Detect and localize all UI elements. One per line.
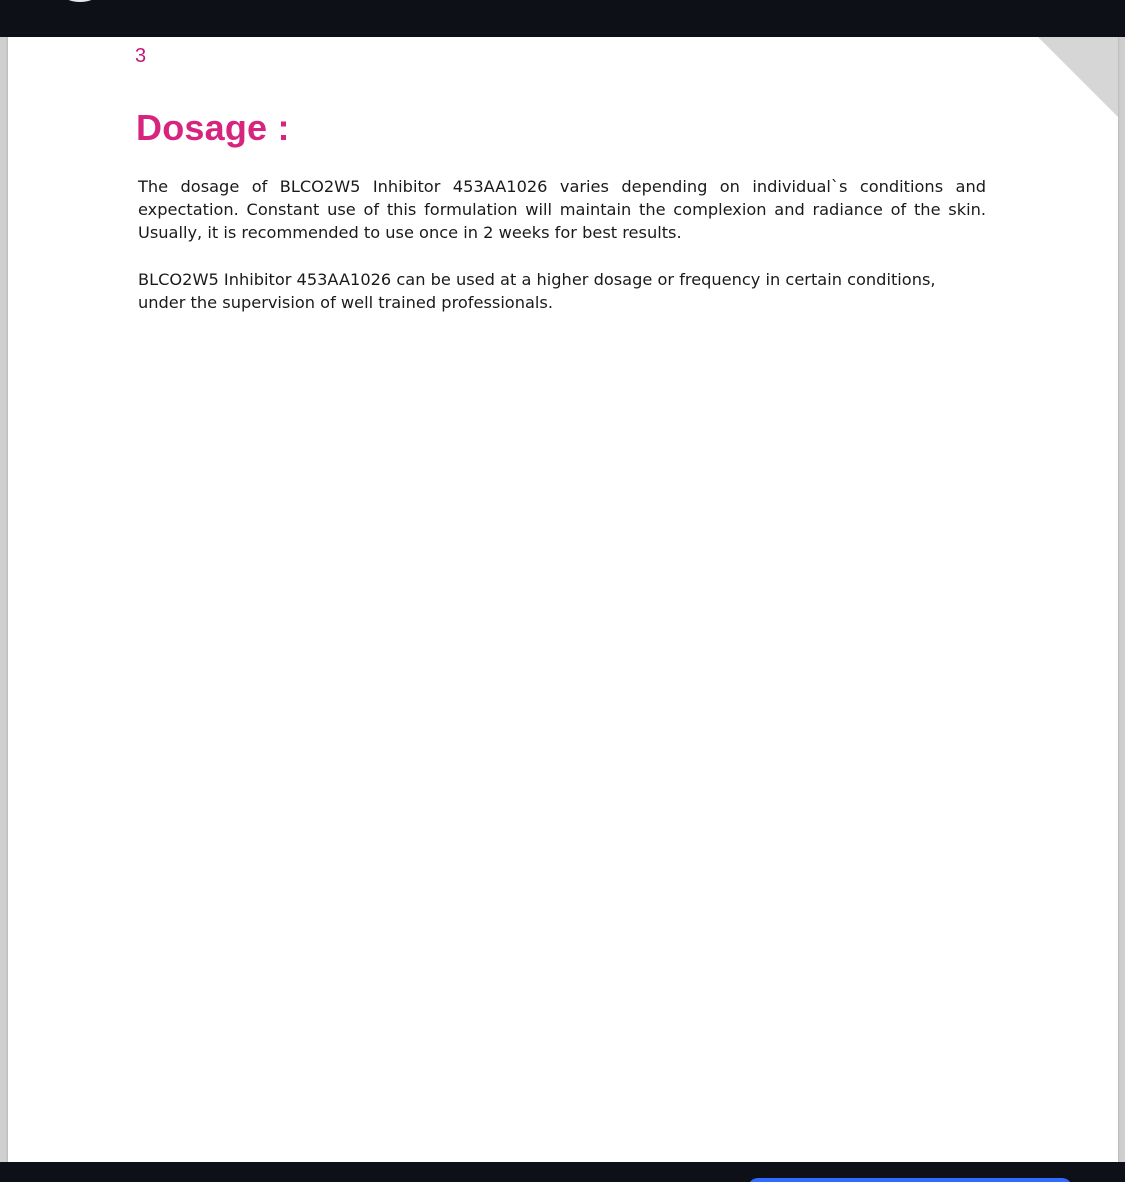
document-viewer[interactable] [0,37,1125,1162]
document-page [8,37,1118,1162]
dosage-paragraph-2: BLCO2W5 Inhibitor 453AA1026 can be used at a higher dosage or frequency in certain conditions, under the supervision of well trained professionals. [138,270,936,312]
dosage-paragraph-1: The dosage of BLCO2W5 Inhibitor 453AA1026 varies depending on individual`s conditions and expectation. Constant use of this formulation will maintain the complexion and radiance of the skin. Usually, it is recommended to use once in 2 weeks for best results. [138,177,986,242]
profile-avatar-icon[interactable] [48,0,112,2]
page-heading: Dosage : [136,107,290,148]
page-corner-fold-icon [1038,37,1118,117]
bottom-bar [0,1162,1125,1182]
bottom-action-button[interactable] [748,1178,1072,1182]
page-number: 3 [135,45,147,67]
top-app-bar [0,0,1125,37]
